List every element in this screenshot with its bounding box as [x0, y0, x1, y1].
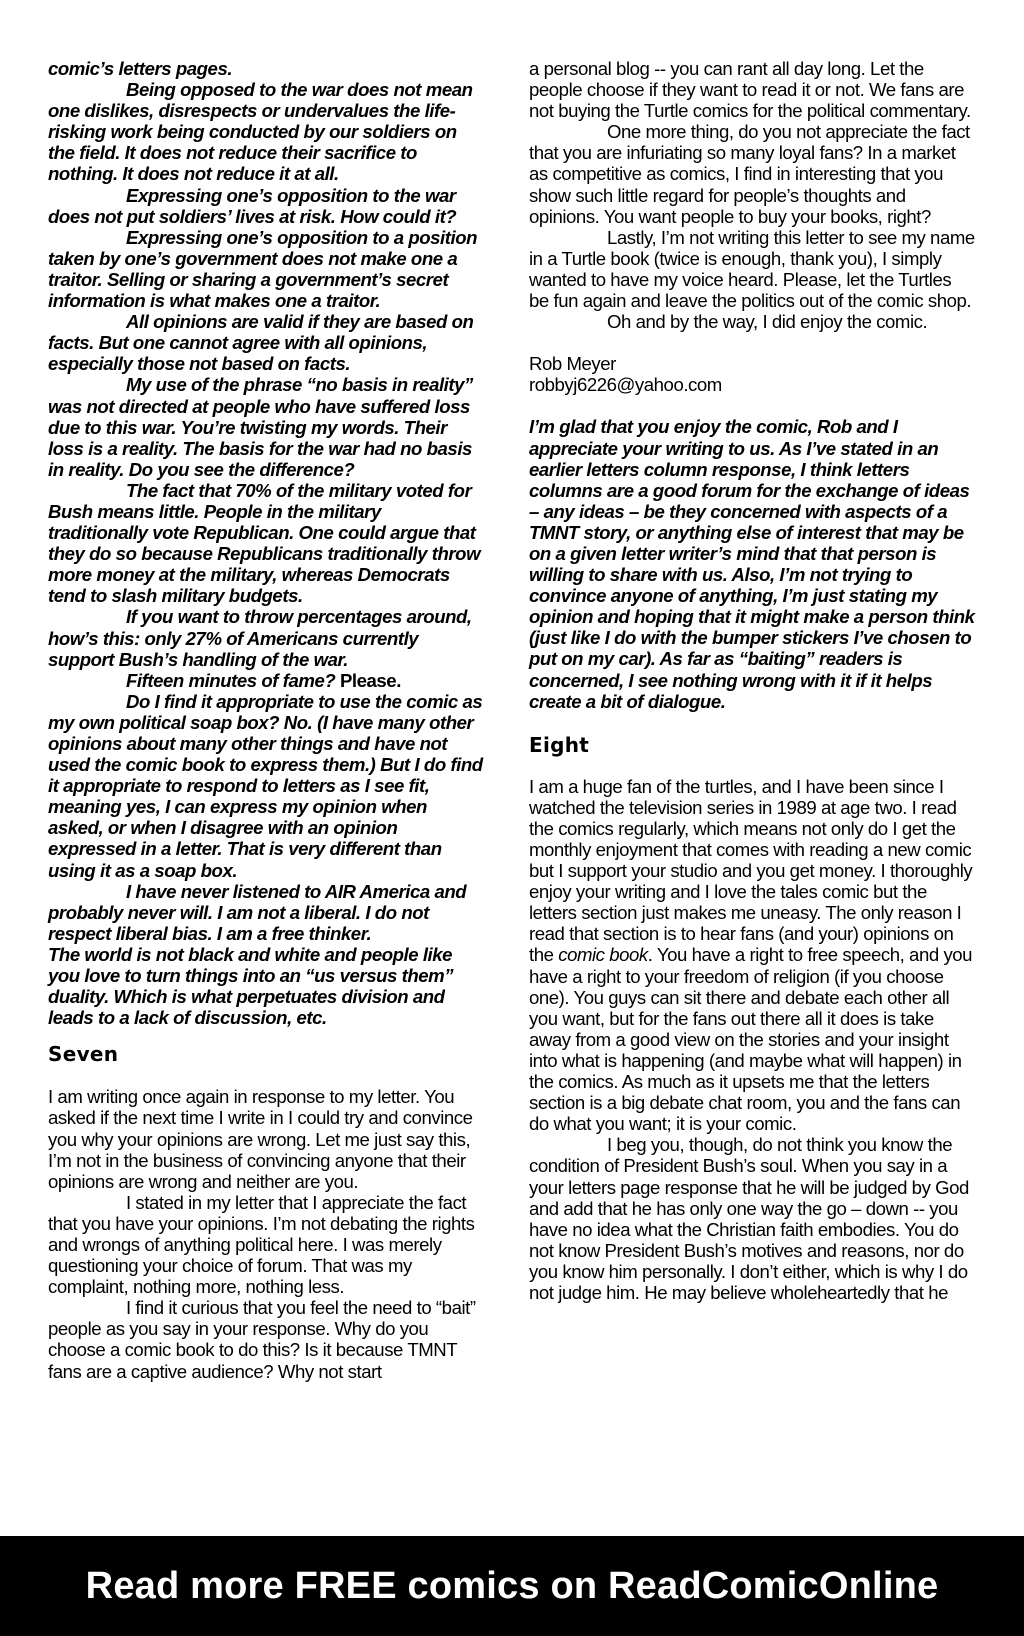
letter-heading-eight: Eight [529, 732, 590, 757]
reply-paragraph: My use of the phrase “no basis in reality” was not directed at people who have suffered loss due to this war. You’re twisting my words. Their loss is a reality. The basis for the war had no basis in reality. Do you see the difference? [48, 374, 473, 480]
letter-paragraph: I find it curious that you feel the need to “bait” people as you say in your response. Why do you choose a comic book to do this? Is it because TMNT fans are a captive audience? Why not start [48, 1297, 476, 1382]
letter-eight [529, 776, 975, 1303]
letter-emphasis: comic book [558, 944, 648, 966]
letter-paragraph: I stated in my letter that I appreciate the fact that you have your opinions. I’m not debating the rights and wrongs of anything political here. I was merely questioning your choice of forum. That was my complaint, nothing more, nothing less. [48, 1191, 475, 1298]
signature-name: Rob Meyer [529, 353, 616, 375]
signature-email: robbyj6226@yahoo.com [529, 374, 722, 396]
letter-text: . You have a right to free speech, and you have a right to your freedom of religion (if you choose one). You guys can sit there and debate each other all you want, but for the fans out there all it does is take away from a good view on the stories and your insight into what is happening (and maybe what will happen) in the comics. As much as it upsets me that the letters section is a big debate chat room, you and the fans can do what you want; it is your comic. [529, 944, 973, 1135]
letter-paragraph: I beg you, though, do not think you know the condition of President Bush’s soul. When you say in a your letters page response that he will be judged by God and add that he has only one way the go – down -- you have no idea what the Christian faith embodies. You do not know President Bush’s motives and reasons, nor do you know him personally. I don’t either, which is why I do not judge him. He may believe wholeheartedly that he [529, 1134, 969, 1303]
letter-paragraph: a personal blog -- you can rant all day long. Let the people choose if they want to read it or not. We fans are not buying the Turtle comics for the political commentary. [529, 58, 971, 122]
letter-seven-continued [529, 58, 975, 416]
reply-paragraph: Do I find it appropriate to use the comic as my own political soap box? No. (I have many other opinions about many other things and have not used the comic book to express them.) But I do find it appropriate to respond to letters as I see fit, meaning yes, I can express my opinion when asked, or when I disagree with an opinion expressed in a letter. That is very different than using it as a soap box. [48, 690, 483, 881]
letter-paragraph: One more thing, do you not appreciate the fact that you are infuriating so many loyal fans? In a market as competitive as comics, I find in interesting that you show such little regard for people’s thoughts and opinions. You want people to buy your books, right? [529, 121, 970, 227]
promo-banner-text[interactable]: Read more FREE comics on ReadComicOnline [85, 1564, 939, 1607]
reply-paragraph: Being opposed to the war does not mean one dislikes, disrespects or undervalues the life-risking work being conducted by our soldiers on the field. It does not reduce their sacrifice to nothing. It does not reduce it at all. [48, 79, 473, 185]
letter-heading-seven: Seven [48, 1042, 119, 1067]
editor-reply-seven [529, 416, 975, 711]
letter-paragraph: I am writing once again in response to my letter. You asked if the next time I write in I could try and convince you why your opinions are wrong. Let me just say this, I’m not in the business of convincing anyone that their opinions are wrong and neither are you. [48, 1086, 473, 1192]
letter-text: I am a huge fan of the turtles, and I have been since I watched the television series in 1989 at age two. I read the comics regularly, which means not only do I get the monthly enjoyment that comes with reading a new comic but I support your studio and you get money. I thoroughly enjoy your writing and I love the tales comic but the letters section just makes me uneasy. The only reason I read that section is to hear fans (and your) opinions on the [529, 775, 973, 966]
reply-paragraph: The world is not black and white and people like you love to turn things into an “us versus them” duality. Which is what perpetuates division and leads to a lack of discussion, etc. [48, 943, 454, 1029]
left-column [48, 58, 484, 1382]
letter-seven [48, 1086, 484, 1381]
reply-paragraph-fame [48, 670, 484, 691]
editor-reply-six [48, 58, 484, 1028]
fame-quote: Fifteen minutes of fame? [126, 669, 336, 691]
reply-paragraph: Expressing one’s opposition to a position taken by one’s government does not make one a traitor. Selling or sharing a government’s secret information is what makes one a traitor. [48, 226, 478, 312]
letter-paragraph: Oh and by the way, I did enjoy the comic. [607, 311, 928, 333]
reply-paragraph: The fact that 70% of the military voted for Bush means little. People in the military traditionally vote Republican. One could argue that they do so because Republicans traditionally throw more money at the military, whereas Democrats tend to slash military budgets. [48, 479, 481, 607]
letter-paragraph: Lastly, I’m not writing this letter to see my name in a Turtle book (twice is enough, thank you), I simply wanted to have my voice heard. Please, let the Turtles be fun again and leave the politics out of the comic shop. [529, 226, 975, 312]
reply-paragraph: I’m glad that you enjoy the comic, Rob and I appreciate your writing to us. As I’ve stated in an earlier letters column response, I think letters columns are a good forum for the exchange of ideas – any ideas – be they concerned with aspects of a TMNT story, or anything else of interest that may be on a given letter writer’s mind that that person is willing to share with us. Also, I’m not trying to convince anyone of anything, I’m just stating my opinion and hoping that it might make a person think (just like I do with the bumper stickers I’ve chosen to put on my car). As far as “baiting” readers is concerned, I see nothing wrong with it if it helps create a bit of dialogue. [529, 416, 975, 712]
right-column [529, 58, 975, 1303]
reply-paragraph: All opinions are valid if they are based on facts. But one cannot agree with all opinions, especially those not based on facts. [48, 311, 474, 375]
fame-response: Please. [339, 669, 401, 691]
reply-paragraph: comic’s letters pages. [48, 58, 233, 79]
reply-paragraph: I have never listened to AIR America and probably never will. I am not a liberal. I do not respect liberal bias. I am a free thinker. [48, 880, 467, 944]
reply-paragraph: If you want to throw percentages around, how’s this: only 27% of Americans currently support Bush’s handling of the war. [48, 606, 472, 670]
letter-paragraph [529, 776, 975, 1135]
reply-paragraph: Expressing one’s opposition to the war does not put soldiers’ lives at risk. How could it? [48, 184, 457, 227]
promo-banner[interactable] [0, 1536, 1024, 1636]
